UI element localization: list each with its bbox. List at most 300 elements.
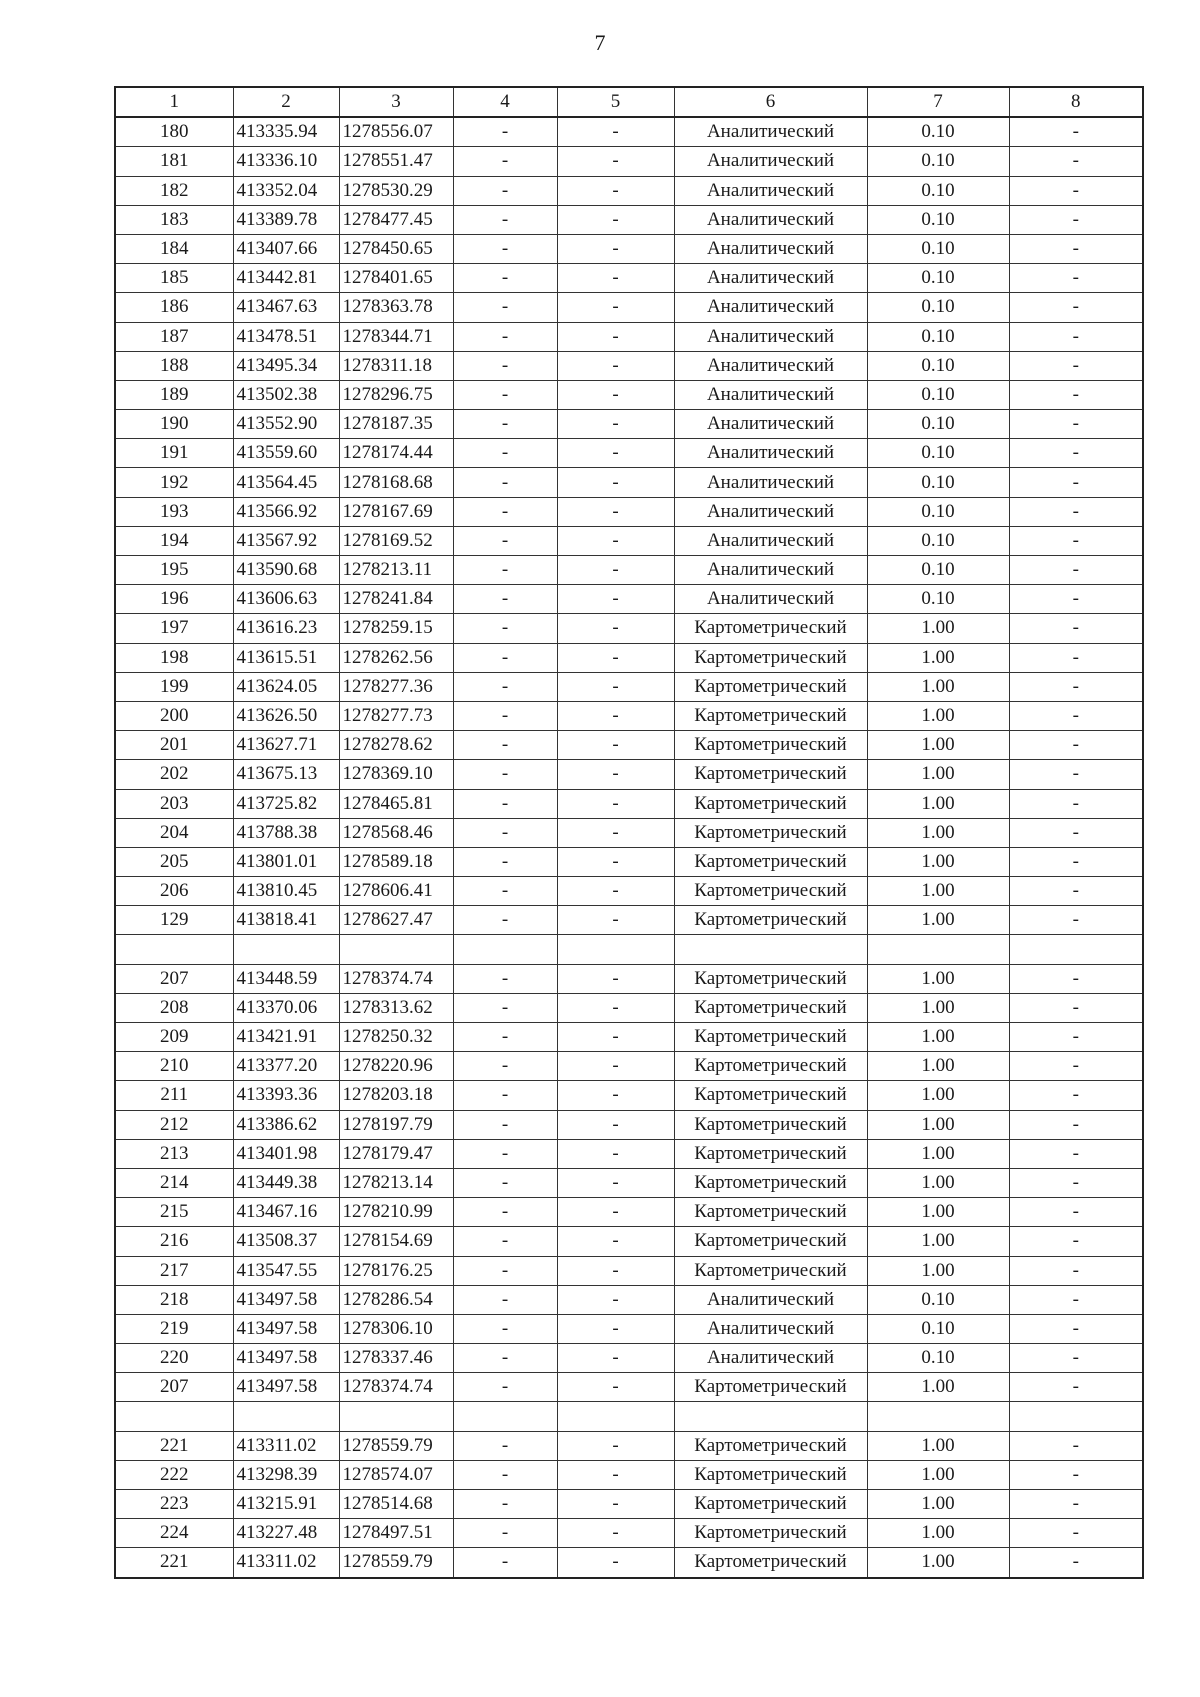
table-cell-col-1: 181: [115, 147, 233, 176]
table-cell-col-6: Аналитический: [674, 439, 867, 468]
table-cell-col-7: 0.10: [867, 1314, 1009, 1343]
table-cell-col-6: Картометрический: [674, 1490, 867, 1519]
table-cell-col-7: 1.00: [867, 847, 1009, 876]
table-cell-col-6: Аналитический: [674, 117, 867, 147]
table-cell-col-1: 187: [115, 322, 233, 351]
table-cell-col-2: 413590.68: [233, 556, 339, 585]
table-cell-col-2: 413311.02: [233, 1431, 339, 1460]
table-cell-col-4: -: [453, 1081, 557, 1110]
table-cell-col-1: 202: [115, 760, 233, 789]
table-row: [115, 264, 1143, 293]
table-cell-col-7: 1.00: [867, 1052, 1009, 1081]
table-cell-col-8: -: [1009, 1548, 1143, 1578]
table-row: [115, 1256, 1143, 1285]
table-cell-col-8: -: [1009, 556, 1143, 585]
table-cell-col-2: 413215.91: [233, 1490, 339, 1519]
table-cell-col-3: 1278262.56: [339, 643, 453, 672]
table-cell-col-2: 413389.78: [233, 205, 339, 234]
table-cell-col-1: 221: [115, 1431, 233, 1460]
table-cell-col-2: 413566.92: [233, 497, 339, 526]
table-cell-col-1: 210: [115, 1052, 233, 1081]
table-cell-col-1: 194: [115, 526, 233, 555]
table-cell-col-8: -: [1009, 1490, 1143, 1519]
table-cell-col-5: [557, 1402, 674, 1431]
table-cell-col-8: -: [1009, 526, 1143, 555]
table-cell-col-6: Картометрический: [674, 1256, 867, 1285]
table-row: [115, 322, 1143, 351]
table-cell-col-7: 0.10: [867, 585, 1009, 614]
table-cell-col-1: 208: [115, 993, 233, 1022]
table-cell-col-2: [233, 1402, 339, 1431]
table-cell-col-5: -: [557, 1052, 674, 1081]
table-cell-col-5: -: [557, 1314, 674, 1343]
table-cell-col-3: 1278220.96: [339, 1052, 453, 1081]
table-cell-col-2: 413227.48: [233, 1519, 339, 1548]
table-cell-col-3: 1278306.10: [339, 1314, 453, 1343]
table-cell-col-4: -: [453, 877, 557, 906]
table-cell-col-4: -: [453, 1285, 557, 1314]
table-cell-col-1: 217: [115, 1256, 233, 1285]
table-cell-col-1: 189: [115, 380, 233, 409]
table-cell-col-3: 1278627.47: [339, 906, 453, 935]
table-cell-col-4: -: [453, 176, 557, 205]
table-cell-col-6: Картометрический: [674, 847, 867, 876]
table-cell-col-4: -: [453, 234, 557, 263]
table-cell-col-8: -: [1009, 205, 1143, 234]
table-cell-col-1: 212: [115, 1110, 233, 1139]
column-header-7: 7: [867, 87, 1009, 117]
table-cell-col-8: -: [1009, 117, 1143, 147]
table-cell-col-2: 413497.58: [233, 1285, 339, 1314]
table-cell-col-1: 215: [115, 1198, 233, 1227]
table-cell-col-3: 1278337.46: [339, 1344, 453, 1373]
table-cell-col-5: -: [557, 701, 674, 730]
table-cell-col-6: Картометрический: [674, 877, 867, 906]
table-cell-col-5: -: [557, 760, 674, 789]
table-cell-col-6: Аналитический: [674, 497, 867, 526]
table-cell-col-2: 413449.38: [233, 1168, 339, 1197]
table-cell-col-1: 223: [115, 1490, 233, 1519]
table-cell-col-6: Картометрический: [674, 1110, 867, 1139]
table-cell-col-3: 1278296.75: [339, 380, 453, 409]
table-cell-col-4: -: [453, 760, 557, 789]
table-cell-col-7: 1.00: [867, 614, 1009, 643]
table-row: [115, 1198, 1143, 1227]
table-cell-col-5: -: [557, 847, 674, 876]
table-cell-col-7: 1.00: [867, 672, 1009, 701]
table-cell-col-7: 0.10: [867, 264, 1009, 293]
table-cell-col-7: 0.10: [867, 1285, 1009, 1314]
table-cell-col-1: 203: [115, 789, 233, 818]
table-cell-col-6: Картометрический: [674, 818, 867, 847]
table-row: [115, 643, 1143, 672]
table-cell-col-5: -: [557, 380, 674, 409]
table-cell-col-4: [453, 1402, 557, 1431]
table-cell-col-7: 1.00: [867, 1227, 1009, 1256]
table-cell-col-8: [1009, 935, 1143, 964]
table-row: [115, 935, 1143, 964]
table-row: [115, 731, 1143, 760]
table-cell-col-8: -: [1009, 468, 1143, 497]
table-cell-col-6: Картометрический: [674, 1431, 867, 1460]
table-row: [115, 847, 1143, 876]
table-row: [115, 380, 1143, 409]
table-cell-col-7: 1.00: [867, 701, 1009, 730]
table-cell-col-8: -: [1009, 1110, 1143, 1139]
table-cell-col-7: 1.00: [867, 1548, 1009, 1578]
table-cell-col-7: 1.00: [867, 993, 1009, 1022]
table-cell-col-8: -: [1009, 410, 1143, 439]
table-cell-col-1: 201: [115, 731, 233, 760]
table-cell-col-7: [867, 935, 1009, 964]
table-cell-col-1: 207: [115, 1373, 233, 1402]
column-header-4: 4: [453, 87, 557, 117]
table-cell-col-1: 207: [115, 964, 233, 993]
table-cell-col-8: -: [1009, 906, 1143, 935]
table-cell-col-6: Картометрический: [674, 1168, 867, 1197]
table-cell-col-5: -: [557, 964, 674, 993]
table-row: [115, 1081, 1143, 1110]
table-row: [115, 585, 1143, 614]
table-cell-col-4: -: [453, 1373, 557, 1402]
table-row: [115, 468, 1143, 497]
table-cell-col-4: [453, 935, 557, 964]
table-cell-col-5: -: [557, 1344, 674, 1373]
table-row: [115, 964, 1143, 993]
table-cell-col-4: -: [453, 1198, 557, 1227]
table-cell-col-5: -: [557, 1023, 674, 1052]
table-row: [115, 1344, 1143, 1373]
table-cell-col-1: 191: [115, 439, 233, 468]
table-cell-col-8: -: [1009, 818, 1143, 847]
table-cell-col-4: -: [453, 672, 557, 701]
table-cell-col-6: Аналитический: [674, 1344, 867, 1373]
table-row: [115, 1314, 1143, 1343]
table-cell-col-3: 1278313.62: [339, 993, 453, 1022]
table-row: [115, 147, 1143, 176]
table-cell-col-3: 1278210.99: [339, 1198, 453, 1227]
table-cell-col-1: 224: [115, 1519, 233, 1548]
table-cell-col-8: -: [1009, 322, 1143, 351]
table-cell-col-1: 190: [115, 410, 233, 439]
table-row: [115, 701, 1143, 730]
table-cell-col-6: Аналитический: [674, 380, 867, 409]
table-cell-col-8: -: [1009, 1460, 1143, 1489]
table-cell-col-7: 1.00: [867, 1198, 1009, 1227]
table-cell-col-7: 0.10: [867, 556, 1009, 585]
table-cell-col-8: -: [1009, 439, 1143, 468]
table-row: [115, 556, 1143, 585]
table-cell-col-2: 413407.66: [233, 234, 339, 263]
table-cell-col-3: 1278259.15: [339, 614, 453, 643]
table-row: [115, 117, 1143, 147]
table-cell-col-1: 180: [115, 117, 233, 147]
table-cell-col-2: 413567.92: [233, 526, 339, 555]
table-cell-col-2: 413401.98: [233, 1139, 339, 1168]
table-cell-col-5: -: [557, 1460, 674, 1489]
table-cell-col-5: -: [557, 585, 674, 614]
table-cell-col-8: -: [1009, 293, 1143, 322]
table-cell-col-4: -: [453, 1256, 557, 1285]
table-row: [115, 234, 1143, 263]
table-cell-col-3: 1278369.10: [339, 760, 453, 789]
table-cell-col-4: -: [453, 1314, 557, 1343]
column-header-2: 2: [233, 87, 339, 117]
table-cell-col-8: -: [1009, 964, 1143, 993]
table-cell-col-8: -: [1009, 993, 1143, 1022]
table-header-row: [115, 87, 1143, 117]
table-cell-col-2: 413564.45: [233, 468, 339, 497]
table-row: [115, 760, 1143, 789]
table-cell-col-3: 1278530.29: [339, 176, 453, 205]
table-cell-col-7: 1.00: [867, 1490, 1009, 1519]
table-cell-col-1: 183: [115, 205, 233, 234]
table-cell-col-7: 1.00: [867, 760, 1009, 789]
table-cell-col-1: 198: [115, 643, 233, 672]
table-cell-col-1: 184: [115, 234, 233, 263]
table-cell-col-4: -: [453, 1227, 557, 1256]
table-cell-col-8: -: [1009, 672, 1143, 701]
table-cell-col-6: Картометрический: [674, 993, 867, 1022]
table-cell-col-2: 413552.90: [233, 410, 339, 439]
table-cell-col-1: 188: [115, 351, 233, 380]
table-row: [115, 672, 1143, 701]
table-cell-col-6: Картометрический: [674, 1227, 867, 1256]
table-cell-col-1: 182: [115, 176, 233, 205]
table-cell-col-3: 1278374.74: [339, 964, 453, 993]
table-cell-col-5: -: [557, 1285, 674, 1314]
table-cell-col-3: 1278363.78: [339, 293, 453, 322]
table-cell-col-2: 413311.02: [233, 1548, 339, 1578]
table-cell-col-3: 1278203.18: [339, 1081, 453, 1110]
table-cell-col-7: 1.00: [867, 906, 1009, 935]
table-cell-col-2: 413377.20: [233, 1052, 339, 1081]
table-cell-col-6: Картометрический: [674, 1081, 867, 1110]
table-cell-col-5: -: [557, 497, 674, 526]
table-cell-col-4: -: [453, 1168, 557, 1197]
table-cell-col-7: 1.00: [867, 964, 1009, 993]
table-cell-col-2: 413495.34: [233, 351, 339, 380]
table-cell-col-4: -: [453, 205, 557, 234]
table-cell-col-3: 1278465.81: [339, 789, 453, 818]
table-cell-col-4: -: [453, 701, 557, 730]
table-cell-col-8: -: [1009, 585, 1143, 614]
table-cell-col-7: 0.10: [867, 526, 1009, 555]
table-cell-col-1: 200: [115, 701, 233, 730]
table-cell-col-6: Картометрический: [674, 1052, 867, 1081]
table-cell-col-4: -: [453, 556, 557, 585]
table-cell-col-1: 206: [115, 877, 233, 906]
table-cell-col-1: 219: [115, 1314, 233, 1343]
table-cell-col-7: 1.00: [867, 1460, 1009, 1489]
table-cell-col-6: Аналитический: [674, 468, 867, 497]
table-cell-col-4: -: [453, 1344, 557, 1373]
table-cell-col-3: 1278401.65: [339, 264, 453, 293]
table-cell-col-8: -: [1009, 1139, 1143, 1168]
table-cell-col-5: -: [557, 672, 674, 701]
table-cell-col-4: -: [453, 789, 557, 818]
table-cell-col-6: Аналитический: [674, 410, 867, 439]
table-cell-col-6: Картометрический: [674, 1198, 867, 1227]
table-cell-col-4: -: [453, 993, 557, 1022]
table-cell-col-3: 1278559.79: [339, 1431, 453, 1460]
table-cell-col-2: 413624.05: [233, 672, 339, 701]
table-cell-col-2: 413421.91: [233, 1023, 339, 1052]
table-cell-col-3: 1278311.18: [339, 351, 453, 380]
table-row: [115, 789, 1143, 818]
table-row: [115, 877, 1143, 906]
table-cell-col-4: -: [453, 117, 557, 147]
table-cell-col-3: 1278213.11: [339, 556, 453, 585]
table-cell-col-3: 1278344.71: [339, 322, 453, 351]
table-cell-col-4: -: [453, 643, 557, 672]
table-cell-col-7: 1.00: [867, 1431, 1009, 1460]
column-header-5: 5: [557, 87, 674, 117]
table-cell-col-4: -: [453, 847, 557, 876]
table-cell-col-3: 1278174.44: [339, 439, 453, 468]
table-cell-col-8: [1009, 1402, 1143, 1431]
table-row: [115, 1139, 1143, 1168]
table-cell-col-3: 1278606.41: [339, 877, 453, 906]
table-cell-col-3: 1278514.68: [339, 1490, 453, 1519]
table-cell-col-5: -: [557, 1139, 674, 1168]
table-cell-col-7: 0.10: [867, 468, 1009, 497]
table-cell-col-7: 1.00: [867, 1139, 1009, 1168]
table-cell-col-7: 1.00: [867, 818, 1009, 847]
table-cell-col-7: [867, 1402, 1009, 1431]
table-cell-col-5: -: [557, 293, 674, 322]
table-cell-col-5: -: [557, 1490, 674, 1519]
table-row: [115, 439, 1143, 468]
table-cell-col-8: -: [1009, 1519, 1143, 1548]
table-cell-col-4: -: [453, 1460, 557, 1489]
table-cell-col-7: 0.10: [867, 439, 1009, 468]
table-cell-col-8: -: [1009, 1227, 1143, 1256]
table-cell-col-5: -: [557, 1373, 674, 1402]
table-cell-col-8: -: [1009, 264, 1143, 293]
table-cell-col-2: 413335.94: [233, 117, 339, 147]
table-row: [115, 1110, 1143, 1139]
table-cell-col-7: 1.00: [867, 1081, 1009, 1110]
table-cell-col-1: [115, 1402, 233, 1431]
table-cell-col-6: Картометрический: [674, 614, 867, 643]
table-cell-col-7: 0.10: [867, 497, 1009, 526]
table-cell-col-6: Картометрический: [674, 964, 867, 993]
table-cell-col-6: Аналитический: [674, 322, 867, 351]
table-cell-col-7: 0.10: [867, 410, 1009, 439]
table-cell-col-8: -: [1009, 176, 1143, 205]
table-row: [115, 1490, 1143, 1519]
table-cell-col-3: 1278154.69: [339, 1227, 453, 1256]
table-cell-col-3: 1278277.73: [339, 701, 453, 730]
table-cell-col-3: [339, 1402, 453, 1431]
table-cell-col-5: -: [557, 877, 674, 906]
table-cell-col-8: -: [1009, 1344, 1143, 1373]
table-cell-col-6: Аналитический: [674, 556, 867, 585]
table-cell-col-7: 1.00: [867, 1168, 1009, 1197]
table-row: [115, 1519, 1143, 1548]
table-cell-col-7: 0.10: [867, 117, 1009, 147]
table-cell-col-6: Картометрический: [674, 1023, 867, 1052]
table-cell-col-5: -: [557, 322, 674, 351]
table-cell-col-2: 413467.63: [233, 293, 339, 322]
table-cell-col-1: 205: [115, 847, 233, 876]
table-cell-col-6: Картометрический: [674, 701, 867, 730]
table-cell-col-6: Аналитический: [674, 1285, 867, 1314]
table-row: [115, 1402, 1143, 1431]
table-cell-col-3: 1278286.54: [339, 1285, 453, 1314]
table-cell-col-6: Картометрический: [674, 906, 867, 935]
table-cell-col-3: 1278197.79: [339, 1110, 453, 1139]
table-cell-col-4: -: [453, 1139, 557, 1168]
table-cell-col-2: 413559.60: [233, 439, 339, 468]
table-cell-col-8: -: [1009, 731, 1143, 760]
table-cell-col-3: 1278187.35: [339, 410, 453, 439]
table-cell-col-6: [674, 1402, 867, 1431]
table-cell-col-2: 413393.36: [233, 1081, 339, 1110]
table-cell-col-5: -: [557, 731, 674, 760]
table-cell-col-2: 413467.16: [233, 1198, 339, 1227]
table-cell-col-6: Картометрический: [674, 1460, 867, 1489]
table-cell-col-3: 1278450.65: [339, 234, 453, 263]
table-cell-col-7: 1.00: [867, 789, 1009, 818]
table-cell-col-1: 204: [115, 818, 233, 847]
table-cell-col-2: 413497.58: [233, 1344, 339, 1373]
table-cell-col-7: 0.10: [867, 351, 1009, 380]
table-cell-col-7: 0.10: [867, 176, 1009, 205]
table-row: [115, 1373, 1143, 1402]
table-cell-col-2: 413497.58: [233, 1373, 339, 1402]
table-cell-col-3: 1278477.45: [339, 205, 453, 234]
table-cell-col-2: 413502.38: [233, 380, 339, 409]
table-cell-col-1: 199: [115, 672, 233, 701]
table-cell-col-5: -: [557, 643, 674, 672]
table-cell-col-4: -: [453, 526, 557, 555]
table-row: [115, 526, 1143, 555]
table-cell-col-8: -: [1009, 643, 1143, 672]
table-cell-col-4: -: [453, 380, 557, 409]
table-row: [115, 351, 1143, 380]
table-row: [115, 614, 1143, 643]
table-cell-col-5: -: [557, 1168, 674, 1197]
table-cell-col-8: -: [1009, 1314, 1143, 1343]
table-cell-col-8: -: [1009, 847, 1143, 876]
table-cell-col-7: 1.00: [867, 1256, 1009, 1285]
table-cell-col-4: -: [453, 410, 557, 439]
table-cell-col-1: 129: [115, 906, 233, 935]
table-cell-col-7: 1.00: [867, 1023, 1009, 1052]
table-cell-col-5: -: [557, 1227, 674, 1256]
table-row: [115, 205, 1143, 234]
table-cell-col-5: -: [557, 1081, 674, 1110]
table-cell-col-2: 413725.82: [233, 789, 339, 818]
table-cell-col-8: -: [1009, 147, 1143, 176]
table-cell-col-2: 413818.41: [233, 906, 339, 935]
table-cell-col-2: 413478.51: [233, 322, 339, 351]
table-cell-col-6: Картометрический: [674, 789, 867, 818]
table-cell-col-2: 413448.59: [233, 964, 339, 993]
table-cell-col-3: 1278551.47: [339, 147, 453, 176]
table-cell-col-5: -: [557, 614, 674, 643]
table-cell-col-8: -: [1009, 701, 1143, 730]
table-row: [115, 293, 1143, 322]
table-cell-col-5: -: [557, 264, 674, 293]
column-header-3: 3: [339, 87, 453, 117]
table-cell-col-3: 1278559.79: [339, 1548, 453, 1578]
table-cell-col-5: -: [557, 993, 674, 1022]
table-cell-col-3: 1278241.84: [339, 585, 453, 614]
table-cell-col-5: -: [557, 1519, 674, 1548]
